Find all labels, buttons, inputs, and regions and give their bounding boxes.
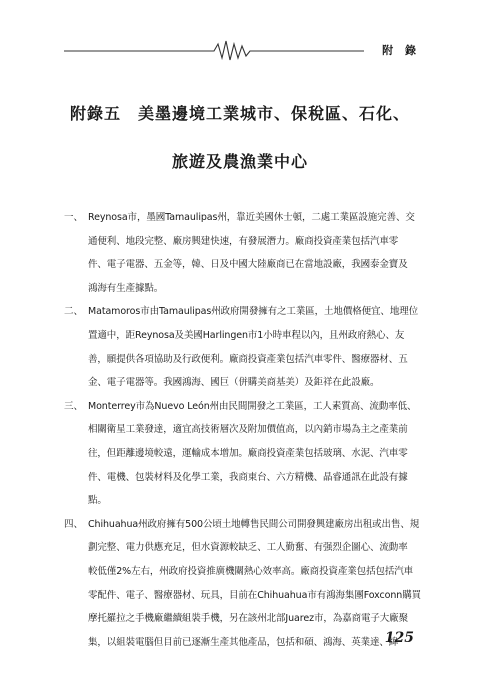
list-item-line: Reynosa市，墨國Tamaulipas州，靠近美國休士頓，二處工業區設施完善、交 <box>88 212 415 223</box>
list-item <box>64 206 420 300</box>
list-item-line: 集，以組裝電腦但目前已逐漸生產其他產品，包括和碩、鴻海、英業達、緯 <box>88 636 399 648</box>
list-item-line: 件、電機、包裝材料及化學工業，我商東台、六方精機、晶睿通訊在此設有據 <box>88 471 408 483</box>
list-item-line: 劃完整、電力供應充足，但水資源較缺乏、工人勤奮、有强烈企圖心、流動率 <box>88 542 408 554</box>
list-item-line: 善，願提供各項協助及行政便利。廠商投資產業包括汽車零件、醫療器材、五 <box>88 353 408 365</box>
list-item <box>64 300 420 394</box>
list-item-line: 相關衛星工業發達，適宜高技術層次及附加價值高，以內銷市場為主之產業前 <box>88 424 408 436</box>
list-item-line: 置適中，距Reynosa及美國Harlingen市1小時車程以內，且州政府熱心、友 <box>88 329 405 341</box>
page-title-line-1: 附錄五 美墨邊境工業城市、保稅區、石化、 <box>69 104 410 123</box>
list-item-number: 一、 <box>64 212 84 223</box>
list-item-number: 二、 <box>64 306 84 318</box>
list-item-number: 三、 <box>64 400 84 412</box>
heartbeat-line-ornament <box>64 36 364 64</box>
list-item-line: 較低僅2%左右，州政府投資推廣機關熱心效率高。廠商投資產業包括包括汽車 <box>88 565 414 577</box>
list-item-number: 四、 <box>64 518 84 530</box>
list-item-line: 往，但距離邊境較遠，運輸成本增加。廠商投資產業包括玻璃、水泥、汽車零 <box>88 447 408 459</box>
running-header <box>64 36 420 64</box>
list-item-line: Matamoros市由Tamaulipas州政府開發擁有之工業區，土地價格便宜、地理位 <box>88 306 419 318</box>
list-item-line: 點。 <box>88 495 107 507</box>
list-item-line: Chihuahua州政府擁有500公頃土地轉售民間公司開發興建廠房出租或出售、規 <box>88 518 420 530</box>
numbered-list <box>64 206 420 654</box>
list-item-line: 零配件、電子、醫療器材、玩具，目前在Chihuahua市有鴻海集團Foxconn購買 <box>88 589 422 601</box>
list-item-line: 摩托羅拉之手機廠繼續組裝手機，另在該州北部Juarez市，為嘉商電子大廠聚 <box>88 613 408 625</box>
section-label: 附 錄 <box>382 44 420 57</box>
list-item-line: Monterrey市為Nuevo León州由民間開發之工業區，工人素質高、流動率低、 <box>88 400 417 412</box>
list-item-line: 通便利、地段完整、廠房興建快速，有發展潛力。廠商投資產業包括汽車零 <box>88 235 399 247</box>
page-title-line-2: 旅遊及農漁業中心 <box>171 152 308 171</box>
page-number: 125 <box>384 630 414 646</box>
list-item-line: 件、電子電器、五金等，韓、日及中國大陸廠商已在當地設廠，我國泰金寶及 <box>88 259 408 271</box>
list-item <box>64 395 420 513</box>
list-item-line: 金、電子電器等。我國鴻海、國巨（併購美商基美）及鉅祥在此設廠。 <box>88 377 380 389</box>
list-item <box>64 513 420 655</box>
list-item-line: 鴻海有生產據點。 <box>88 282 164 294</box>
